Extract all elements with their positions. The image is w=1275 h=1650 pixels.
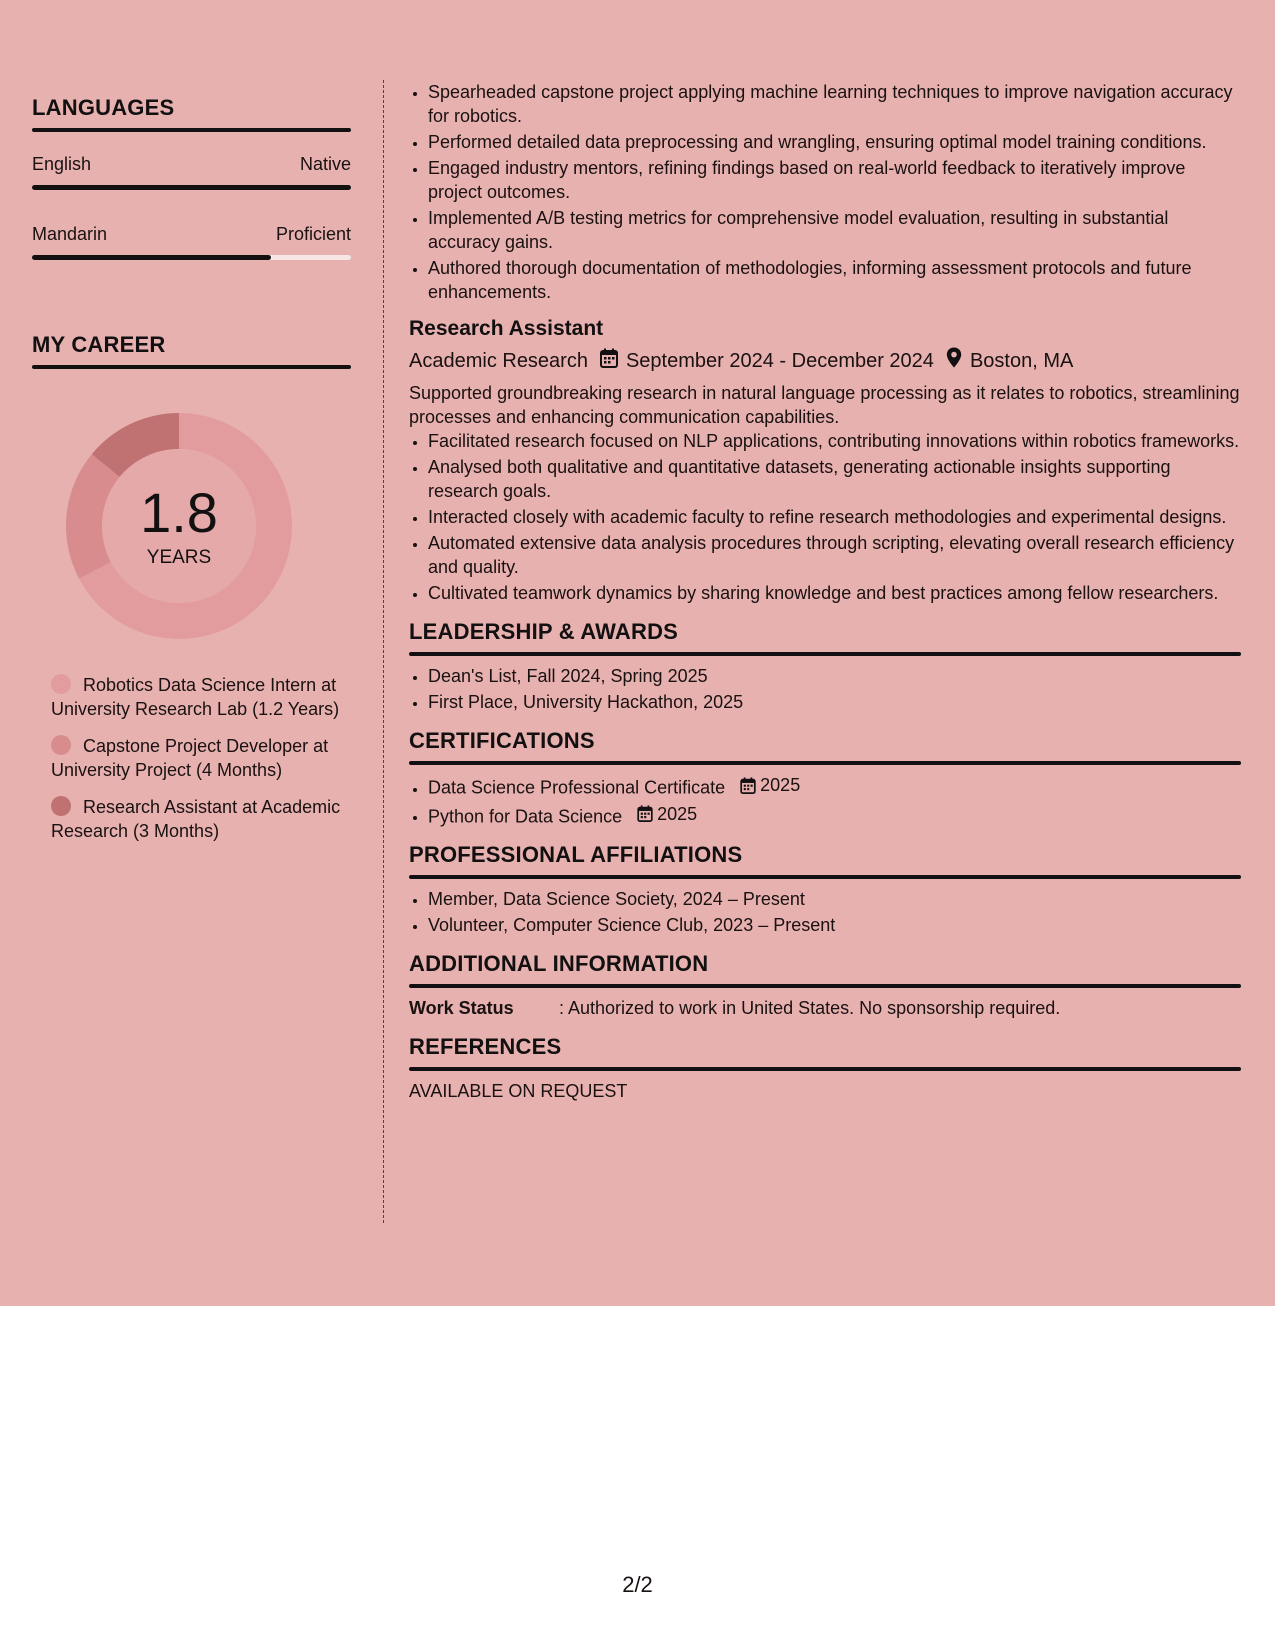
legend-label: Capstone Project Developer at University Project (4 Months): [51, 736, 329, 780]
list-item: • Spearheaded capstone project applying machine learning techniques to improve navigation accuracy for robotics.: [428, 80, 1241, 128]
career-section: [32, 332, 351, 843]
right-column: [409, 80, 1241, 1103]
job-title: Research Assistant: [409, 317, 604, 340]
list-item: [428, 773, 1241, 800]
language-proficiency-fill: [32, 185, 351, 190]
job-meta: [409, 347, 1241, 375]
list-item: • Facilitated research focused on NLP applications, contributing innovations within robotics frameworks.: [428, 429, 1241, 453]
leadership-heading: LEADERSHIP & AWARDS: [409, 619, 679, 644]
list-item: • Volunteer, Computer Science Club, 2023 – Present: [428, 913, 1241, 937]
experience-bullets: [409, 80, 1241, 304]
legend-dot: [51, 735, 71, 755]
list-item: • Member, Data Science Society, 2024 – Present: [428, 887, 1241, 911]
section-rule: [32, 128, 351, 132]
left-column: [32, 95, 351, 856]
list-item: [428, 802, 1241, 829]
career-heading: MY CAREER: [32, 332, 166, 357]
career-legend: [51, 673, 341, 843]
certifications-heading: CERTIFICATIONS: [409, 728, 595, 753]
languages-heading: LANGUAGES: [32, 95, 175, 120]
section-rule: [409, 652, 1241, 656]
legend-label: Research Assistant at Academic Research (3 Months): [51, 797, 341, 841]
language-proficiency-fill: [32, 255, 271, 260]
legend-item: [51, 795, 341, 843]
list-item: • Cultivated teamwork dynamics by sharing knowledge and best practices among fellow researchers.: [428, 581, 1241, 605]
legend-dot: [51, 796, 71, 816]
job-bullets: [409, 429, 1241, 605]
legend-item: [51, 673, 341, 721]
list-item: • First Place, University Hackathon, 2025: [428, 690, 1241, 714]
references-text: AVAILABLE ON REQUEST: [409, 1081, 628, 1101]
language-name: English: [32, 154, 92, 174]
list-item: • Interacted closely with academic faculty to refine research methodologies and experimental designs.: [428, 505, 1241, 529]
calendar-icon: [637, 805, 653, 822]
section-rule: [409, 875, 1241, 879]
additional-info-heading: ADDITIONAL INFORMATION: [409, 951, 709, 976]
career-donut-chart: [66, 413, 292, 639]
legend-dot: [51, 674, 71, 694]
references-heading: REFERENCES: [409, 1034, 562, 1059]
calendar-icon: [600, 348, 618, 375]
section-rule: [409, 1067, 1241, 1071]
cert-date: 2025: [760, 775, 801, 795]
list-item: • Performed detailed data preprocessing and wrangling, ensuring optimal model training conditions.: [428, 130, 1241, 154]
job-dates: September 2024 - December 2024: [625, 350, 934, 372]
language-item-mandarin: [32, 224, 351, 260]
work-status-label: Work Status: [409, 998, 514, 1018]
language-item-english: [32, 154, 351, 190]
list-item: • Authored thorough documentation of methodologies, informing assessment protocols and future enhancements.: [428, 256, 1241, 304]
list-item: • Implemented A/B testing metrics for comprehensive model evaluation, resulting in substantial accuracy gains.: [428, 206, 1241, 254]
job-summary: Supported groundbreaking research in natural language processing as it relates to robotics, streamlining processes and enhancing communication capabilities.: [409, 383, 1240, 427]
column-divider: [383, 80, 384, 1223]
list-item: • Automated extensive data analysis procedures through scripting, elevating overall research efficiency and quality.: [428, 531, 1241, 579]
page-number: 2/2: [622, 1572, 653, 1597]
cert-name: Python for Data Science: [428, 806, 623, 826]
language-proficiency-bar: [32, 185, 351, 190]
list-item: • Engaged industry mentors, refining findings based on real-world feedback to iteratively improve project outcomes.: [428, 156, 1241, 204]
cert-name: Data Science Professional Certificate: [428, 777, 726, 798]
leadership-section: [409, 618, 1241, 714]
map-pin-icon: [946, 347, 962, 375]
legend-item: [51, 734, 341, 782]
work-status-value: : Authorized to work in United States. No sponsorship required.: [559, 998, 1061, 1018]
additional-info-section: [409, 950, 1241, 1020]
affiliations-heading: PROFESSIONAL AFFILIATIONS: [409, 842, 743, 867]
work-status-row: [409, 996, 1241, 1020]
affiliations-section: [409, 841, 1241, 937]
language-proficiency-bar: [32, 255, 351, 260]
language-level: Native: [299, 154, 351, 174]
calendar-icon: [740, 777, 756, 794]
list-item: • Dean's List, Fall 2024, Spring 2025: [428, 664, 1241, 688]
references-section: [409, 1033, 1241, 1103]
section-rule: [409, 761, 1241, 765]
job-location: Boston, MA: [969, 350, 1074, 372]
cert-date: 2025: [657, 803, 698, 824]
career-total-years: 1.8: [140, 481, 218, 544]
language-level: Proficient: [275, 224, 351, 244]
languages-section: [32, 95, 351, 260]
language-name: Mandarin: [32, 224, 108, 244]
list-item: • Analysed both qualitative and quantitative datasets, generating actionable insights supporting research goals.: [428, 455, 1241, 503]
research-job: [409, 316, 1241, 605]
legend-label: Robotics Data Science Intern at University Research Lab (1.2 Years): [51, 675, 340, 719]
job-org: Academic Research: [409, 350, 588, 372]
section-rule: [409, 984, 1241, 988]
career-total-unit: YEARS: [146, 547, 212, 568]
certifications-section: [409, 727, 1241, 828]
section-rule: [32, 365, 351, 369]
